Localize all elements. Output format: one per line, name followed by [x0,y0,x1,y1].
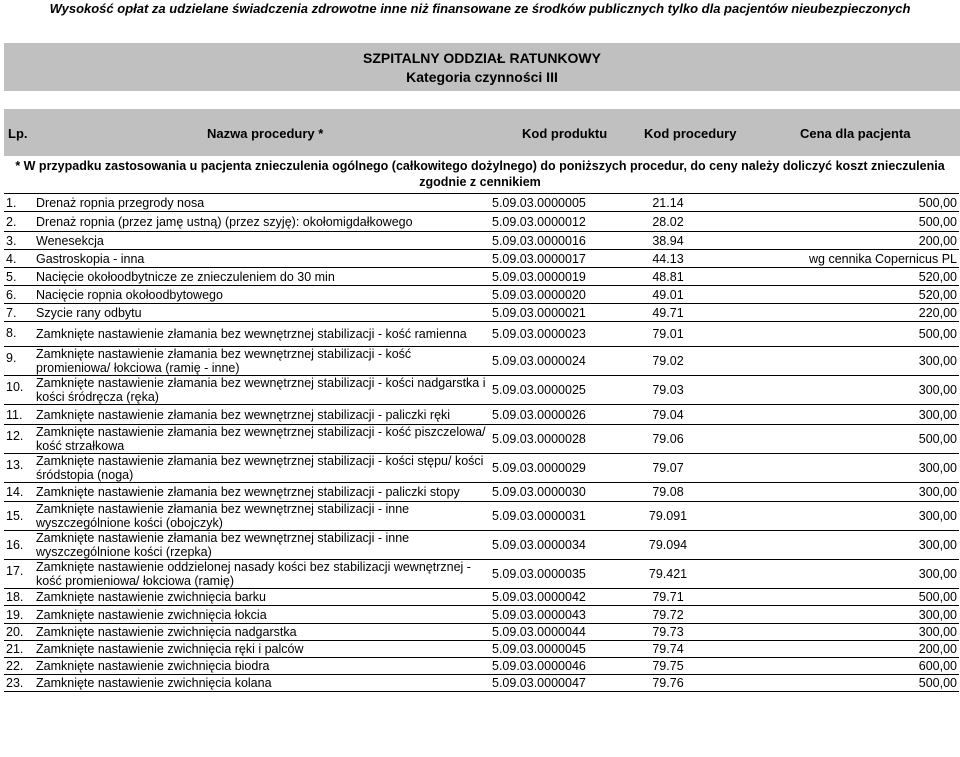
patient-price: 520,00 [730,286,959,304]
procedure-code: 79.08 [606,483,730,502]
procedure-name: Nacięcie ropnia okołoodbytowego [34,286,490,304]
procedure-code: 79.75 [606,658,730,675]
row-number: 18. [4,589,34,606]
department-category: Kategoria czynności III [406,69,558,85]
table-row [4,322,959,347]
product-code: 5.09.03.0000005 [490,194,606,212]
patient-price: 300,00 [730,560,959,589]
table-row [4,658,959,675]
patient-price: 200,00 [730,232,959,250]
table-row [4,454,959,483]
procedure-name: Zamknięte nastawienie zwichnięcia nadgarstka [34,624,490,641]
table-row [4,531,959,560]
procedure-name: Zamknięte nastawienie złamania bez wewnętrznej stabilizacji - kości nadgarstka i kości śródręcza (ręka) [34,376,490,405]
table-row [4,376,959,405]
table-row [4,606,959,624]
procedure-code: 79.091 [606,502,730,531]
row-number: 19. [4,606,34,624]
row-number: 10. [4,376,34,405]
patient-price: 500,00 [730,425,959,454]
row-number: 12. [4,425,34,454]
table-row [4,250,959,268]
table-row [4,268,959,286]
table-row [4,502,959,531]
patient-price: 300,00 [730,502,959,531]
product-code: 5.09.03.0000046 [490,658,606,675]
row-number: 7. [4,304,34,322]
procedure-code: 79.06 [606,425,730,454]
column-header-product-code: Kod produktu [522,126,608,141]
procedure-name: Zamknięte nastawienie zwichnięcia ręki i palców [34,641,490,658]
patient-price: 300,00 [730,606,959,624]
row-number: 20. [4,624,34,641]
procedure-name: Zamknięte nastawienie zwichnięcia kolana [34,675,490,692]
procedure-name: Zamknięte nastawienie złamania bez wewnętrznej stabilizacji - kość ramienna [34,322,490,347]
patient-price: 220,00 [730,304,959,322]
product-code: 5.09.03.0000045 [490,641,606,658]
product-code: 5.09.03.0000034 [490,531,606,560]
row-number: 6. [4,286,34,304]
product-code: 5.09.03.0000026 [490,405,606,425]
table-row [4,304,959,322]
patient-price: 520,00 [730,268,959,286]
procedure-name: Drenaż ropnia przegrody nosa [34,194,490,212]
patient-price: 300,00 [730,347,959,376]
procedure-name: Zamknięte nastawienie złamania bez wewnętrznej stabilizacji - paliczki stopy [34,483,490,502]
table-row [4,624,959,641]
table-row [4,347,959,376]
procedure-name: Nacięcie okołoodbytnicze ze znieczuleniem do 30 min [34,268,490,286]
row-number: 16. [4,531,34,560]
procedure-name: Zamknięte nastawienie oddzielonej nasady kości bez stabilizacji wewnętrznej - kość promieniowa/ łokciowa (ramię) [34,560,490,589]
patient-price: 500,00 [730,194,959,212]
patient-price: 300,00 [730,531,959,560]
procedure-name: Zamknięte nastawienie złamania bez wewnętrznej stabilizacji - inne wyszczególnione kości (rzepka) [34,531,490,560]
procedure-code: 79.71 [606,589,730,606]
procedure-name: Zamknięte nastawienie zwichnięcia barku [34,589,490,606]
procedure-name: Zamknięte nastawienie zwichnięcia łokcia [34,606,490,624]
patient-price: 600,00 [730,658,959,675]
procedure-code: 49.01 [606,286,730,304]
table-row [4,286,959,304]
product-code: 5.09.03.0000044 [490,624,606,641]
column-header-lp: Lp. [8,126,28,141]
procedure-code: 28.02 [606,212,730,232]
patient-price: 500,00 [730,322,959,347]
product-code: 5.09.03.0000042 [490,589,606,606]
patient-price: 300,00 [730,405,959,425]
row-number: 3. [4,232,34,250]
patient-price: 500,00 [730,212,959,232]
row-number: 4. [4,250,34,268]
department-banner [4,43,960,91]
procedure-table [4,193,959,692]
product-code: 5.09.03.0000021 [490,304,606,322]
row-number: 9. [4,347,34,376]
table-row [4,560,959,589]
product-code: 5.09.03.0000047 [490,675,606,692]
product-code: 5.09.03.0000017 [490,250,606,268]
patient-price: 200,00 [730,641,959,658]
product-code: 5.09.03.0000023 [490,322,606,347]
patient-price: 300,00 [730,624,959,641]
row-number: 22. [4,658,34,675]
patient-price: 500,00 [730,675,959,692]
procedure-code: 79.094 [606,531,730,560]
table-row [4,589,959,606]
procedure-name: Zamknięte nastawienie złamania bez wewnętrznej stabilizacji - paliczki ręki [34,405,490,425]
row-number: 21. [4,641,34,658]
patient-price: 300,00 [730,483,959,502]
anesthesia-note: * W przypadku zastosowania u pacjenta znieczulenia ogólnego (całkowitego dożylnego) do poniższych procedur, do ceny należy doliczyć koszt znieczulenia zgodnie z cennikiem [15,159,945,189]
column-header-name: Nazwa procedury * [207,126,324,141]
procedure-code: 44.13 [606,250,730,268]
row-number: 11. [4,405,34,425]
product-code: 5.09.03.0000029 [490,454,606,483]
patient-price: 300,00 [730,376,959,405]
table-row [4,425,959,454]
row-number: 23. [4,675,34,692]
row-number: 2. [4,212,34,232]
product-code: 5.09.03.0000028 [490,425,606,454]
procedure-code: 38.94 [606,232,730,250]
procedure-code: 79.76 [606,675,730,692]
procedure-code: 21.14 [606,194,730,212]
procedure-code: 48.81 [606,268,730,286]
procedure-code: 49.71 [606,304,730,322]
row-number: 15. [4,502,34,531]
procedure-code: 79.74 [606,641,730,658]
product-code: 5.09.03.0000016 [490,232,606,250]
procedure-code: 79.02 [606,347,730,376]
procedure-name: Zamknięte nastawienie zwichnięcia biodra [34,658,490,675]
column-header-procedure-code: Kod procedury [644,126,737,141]
row-number: 17. [4,560,34,589]
product-code: 5.09.03.0000024 [490,347,606,376]
procedure-code: 79.03 [606,376,730,405]
product-code: 5.09.03.0000012 [490,212,606,232]
table-row [4,483,959,502]
department-name: SZPITALNY ODDZIAŁ RATUNKOWY [363,50,601,66]
row-number: 13. [4,454,34,483]
patient-price: 500,00 [730,589,959,606]
procedure-name: Wenesekcja [34,232,490,250]
procedure-code: 79.07 [606,454,730,483]
procedure-name: Drenaż ropnia (przez jamę ustną) (przez szyję): okołomigdałkowego [34,212,490,232]
product-code: 5.09.03.0000043 [490,606,606,624]
product-code: 5.09.03.0000031 [490,502,606,531]
table-row [4,641,959,658]
procedure-name: Zamknięte nastawienie złamania bez wewnętrznej stabilizacji - kość piszczelowa/ kość strzałkowa [34,425,490,454]
table-row [4,194,959,212]
procedure-name: Gastroskopia - inna [34,250,490,268]
column-header-price: Cena dla pacjenta [800,126,911,141]
product-code: 5.09.03.0000020 [490,286,606,304]
table-row [4,675,959,692]
row-number: 8. [4,322,34,347]
procedure-name: Szycie rany odbytu [34,304,490,322]
procedure-code: 79.73 [606,624,730,641]
product-code: 5.09.03.0000019 [490,268,606,286]
row-number: 14. [4,483,34,502]
procedure-code: 79.421 [606,560,730,589]
patient-price: 300,00 [730,454,959,483]
table-row [4,405,959,425]
procedure-code: 79.04 [606,405,730,425]
patient-price: wg cennika Copernicus PL [730,250,959,268]
procedure-name: Zamknięte nastawienie złamania bez wewnętrznej stabilizacji - inne wyszczególnione kości (obojczyk) [34,502,490,531]
product-code: 5.09.03.0000030 [490,483,606,502]
product-code: 5.09.03.0000025 [490,376,606,405]
procedure-code: 79.72 [606,606,730,624]
table-row [4,232,959,250]
row-number: 1. [4,194,34,212]
product-code: 5.09.03.0000035 [490,560,606,589]
procedure-name: Zamknięte nastawienie złamania bez wewnętrznej stabilizacji - kość promieniowa/ łokciowa (ramię - inne) [34,347,490,376]
procedure-name: Zamknięte nastawienie złamania bez wewnętrznej stabilizacji - kości stępu/ kości śródstopia (noga) [34,454,490,483]
row-number: 5. [4,268,34,286]
table-row [4,212,959,232]
table-header [4,109,960,156]
procedure-code: 79.01 [606,322,730,347]
page-title: Wysokość opłat za udzielane świadczenia zdrowotne inne niż finansowane ze środków publicznych tylko dla pacjentów nieubezpieczonych [49,1,911,16]
